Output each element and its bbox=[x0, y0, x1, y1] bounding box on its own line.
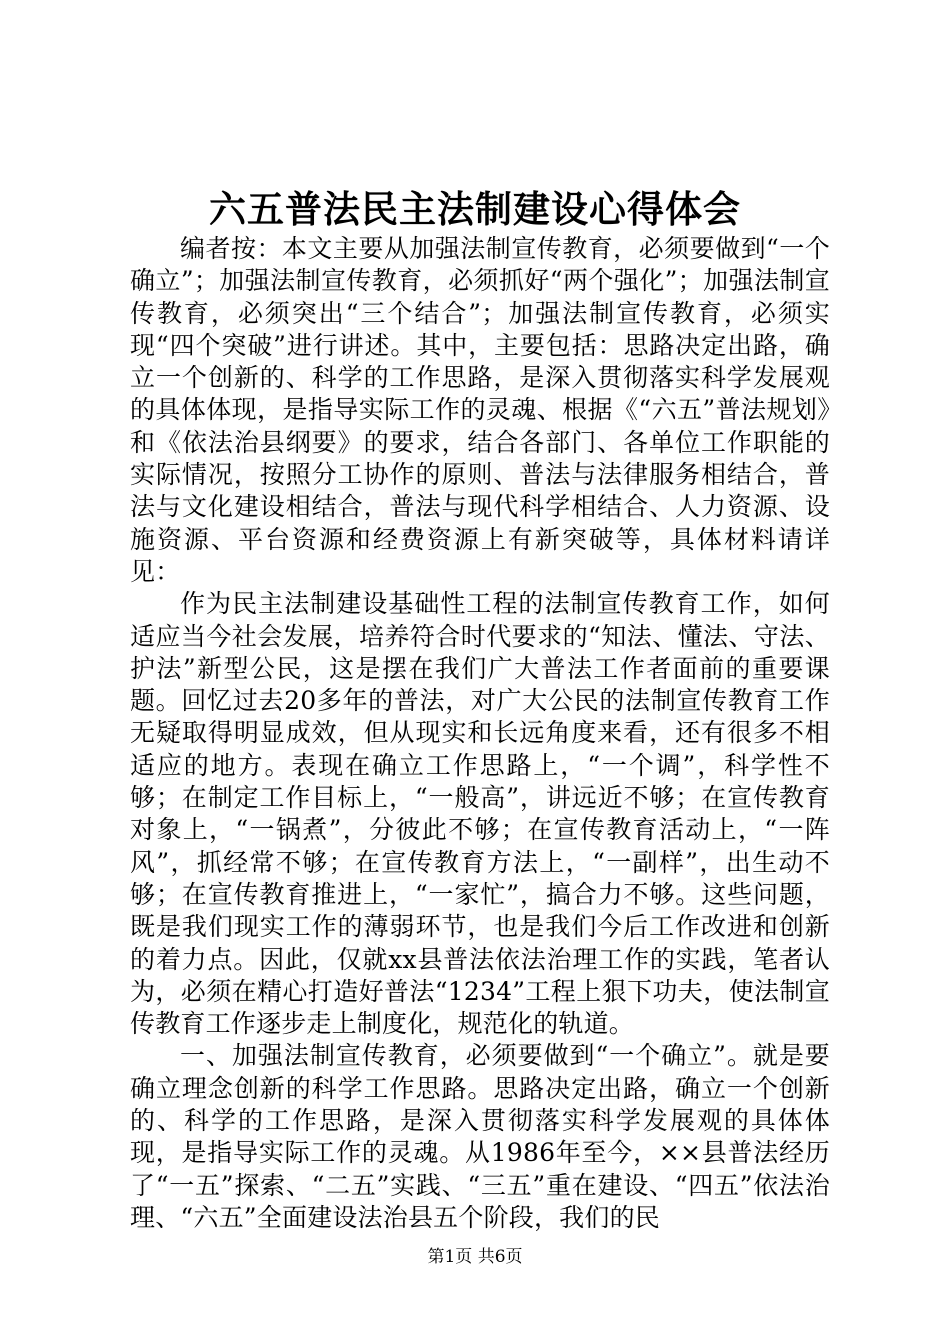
document-body bbox=[130, 233, 830, 1234]
page-number-footer: 第1页 共6页 bbox=[427, 1247, 523, 1267]
document-title: 六五普法民主法制建设心得体会 bbox=[209, 187, 741, 231]
paragraph-introduction: 作为民主法制建设基础性工程的法制宣传教育工作，如何适应当今社会发展，培养符合时代要求的“知法、懂法、守法、护法”新型公民，这是摆在我们广大普法工作者面前的重要课题。回忆过去20多年的普法，对广大公民的法制宣传教育工作无疑取得明显成效，但从现实和长远角度来看，还有很多不相适应的地方。表现在确立工作思路上，“一个调”，科学性不够；在制定工作目标上，“一般高”，讲远近不够；在宣传教育对象上，“一锅煮”，分彼此不够；在宣传教育活动上，“一阵风”，抓经常不够；在宣传教育方法上，“一副样”，出生动不够；在宣传教育推进上，“一家忙”，搞合力不够。这些问题，既是我们现实工作的薄弱环节，也是我们今后工作改进和创新的着力点。因此，仅就xx县普法依法治理工作的实践，笔者认为，必须在精心打造好普法“1234”工程上狠下功夫，使法制宣传教育工作逐步走上制度化，规范化的轨道。 bbox=[130, 589, 830, 1039]
paragraph-section-one: 一、加强法制宣传教育，必须要做到“一个确立”。就是要确立理念创新的科学工作思路。思路决定出路，确立一个创新的、科学的工作思路，是深入贯彻落实科学发展观的具体体现，是指导实际工作的灵魂。从1986年至今，××县普法经历了“一五”探索、“二五”实践、“三五”重在建设、“四五”依法治理、“六五”全面建设法治县五个阶段，我们的民 bbox=[130, 1041, 830, 1232]
paragraph-editor-note: 编者按：本文主要从加强法制宣传教育，必须要做到“一个确立”；加强法制宣传教育，必须抓好“两个强化”；加强法制宣传教育，必须突出“三个结合”；加强法制宣传教育，必须实现“四个突破”进行讲述。其中，主要包括：思路决定出路，确立一个创新的、科学的工作思路，是深入贯彻落实科学发展观的具体体现，是指导实际工作的灵魂、根据《“六五”普法规划》和《依法治县纲要》的要求，结合各部门、各单位工作职能的实际情况，按照分工协作的原则、普法与法律服务相结合，普法与文化建设相结合，普法与现代科学相结合、人力资源、设施资源、平台资源和经费资源上有新突破等，具体材料请详见： bbox=[130, 234, 830, 586]
